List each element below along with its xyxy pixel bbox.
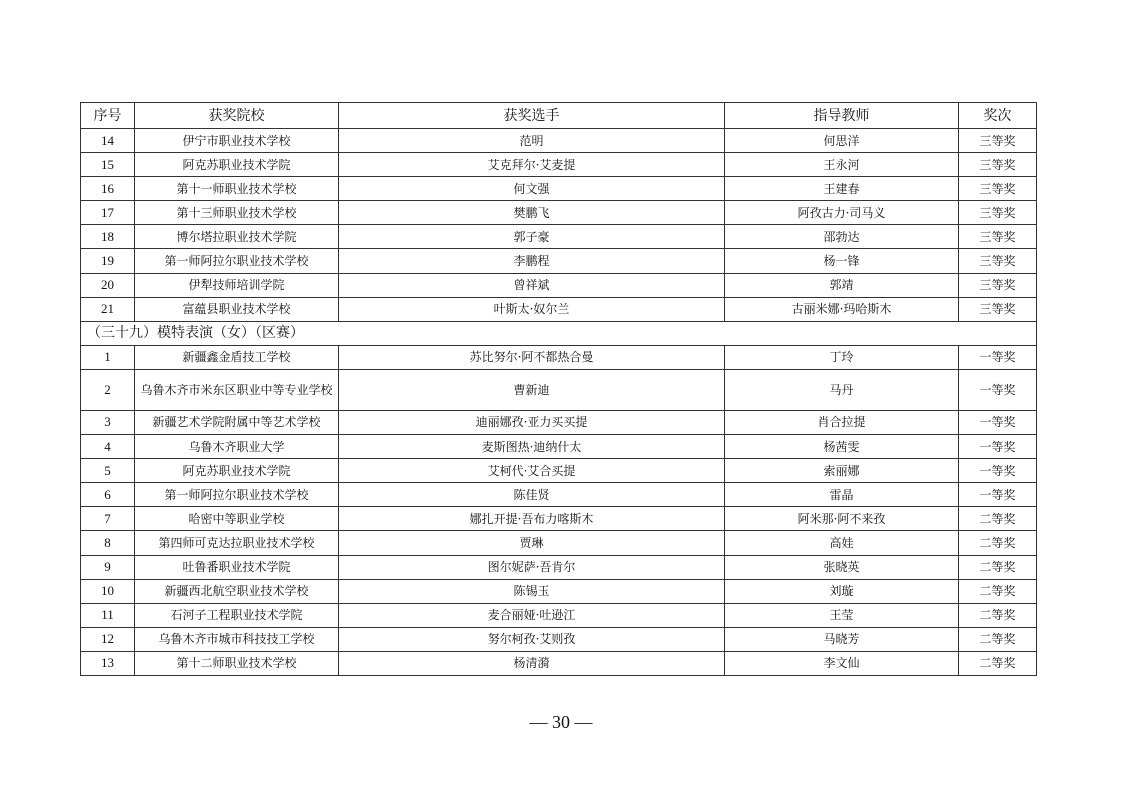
cell-award: 一等奖 [959,369,1037,410]
cell-contestant: 图尔妮萨·吾肯尔 [339,555,725,579]
cell-school: 乌鲁木齐职业大学 [135,435,339,459]
table-row [81,507,1037,531]
table-row [81,459,1037,483]
cell-school: 第十一师职业技术学校 [135,177,339,201]
table-row [81,249,1037,273]
section-title: （三十九）模特表演（女）（区赛） [81,321,1037,345]
cell-seq: 4 [81,435,135,459]
cell-seq: 10 [81,579,135,603]
cell-teacher: 肖合拉提 [725,410,959,434]
cell-school: 伊犁技师培训学院 [135,273,339,297]
cell-contestant: 曹新迪 [339,369,725,410]
cell-award: 二等奖 [959,507,1037,531]
cell-award: 二等奖 [959,651,1037,675]
cell-teacher: 刘璇 [725,579,959,603]
cell-award: 三等奖 [959,129,1037,153]
cell-teacher: 李文仙 [725,651,959,675]
cell-seq: 6 [81,483,135,507]
cell-school: 吐鲁番职业技术学院 [135,555,339,579]
header-school: 获奖院校 [135,103,339,129]
cell-teacher: 郭靖 [725,273,959,297]
cell-seq: 14 [81,129,135,153]
cell-school: 第一师阿拉尔职业技术学校 [135,249,339,273]
header-teacher: 指导教师 [725,103,959,129]
header-seq: 序号 [81,103,135,129]
cell-teacher: 杨茜雯 [725,435,959,459]
cell-seq: 2 [81,369,135,410]
table-row [81,201,1037,225]
cell-teacher: 张晓英 [725,555,959,579]
cell-contestant: 迪丽娜孜·亚力买买提 [339,410,725,434]
table-row [81,129,1037,153]
cell-seq: 16 [81,177,135,201]
table-row [81,273,1037,297]
cell-seq: 7 [81,507,135,531]
cell-contestant: 陈佳贤 [339,483,725,507]
cell-award: 二等奖 [959,627,1037,651]
cell-contestant: 叶斯太·奴尔兰 [339,297,725,321]
cell-teacher: 雷晶 [725,483,959,507]
cell-school: 新疆艺术学院附属中等艺术学校 [135,410,339,434]
cell-contestant: 何文强 [339,177,725,201]
table-row [81,579,1037,603]
table-header-row [81,103,1037,129]
cell-school: 博尔塔拉职业技术学院 [135,225,339,249]
cell-contestant: 曾祥斌 [339,273,725,297]
cell-award: 一等奖 [959,345,1037,369]
cell-award: 一等奖 [959,435,1037,459]
cell-award: 二等奖 [959,531,1037,555]
cell-teacher: 马晓芳 [725,627,959,651]
cell-seq: 17 [81,201,135,225]
table-row [81,177,1037,201]
cell-award: 三等奖 [959,225,1037,249]
page-number: — 30 — [529,712,593,732]
cell-seq: 3 [81,410,135,434]
cell-teacher: 高娃 [725,531,959,555]
table-row [81,410,1037,434]
cell-teacher: 索丽娜 [725,459,959,483]
cell-teacher: 王永河 [725,153,959,177]
cell-teacher: 马丹 [725,369,959,410]
cell-seq: 18 [81,225,135,249]
cell-seq: 19 [81,249,135,273]
cell-seq: 20 [81,273,135,297]
cell-school: 新疆西北航空职业技术学校 [135,579,339,603]
cell-teacher: 阿米那·阿不来孜 [725,507,959,531]
cell-seq: 15 [81,153,135,177]
cell-seq: 1 [81,345,135,369]
cell-school: 第四师可克达拉职业技术学校 [135,531,339,555]
cell-teacher: 杨一锋 [725,249,959,273]
cell-seq: 9 [81,555,135,579]
table-row [81,225,1037,249]
cell-teacher: 王建春 [725,177,959,201]
table-row [81,627,1037,651]
cell-school: 富蕴县职业技术学校 [135,297,339,321]
cell-contestant: 麦合丽娅·吐逊江 [339,603,725,627]
cell-award: 二等奖 [959,579,1037,603]
cell-teacher: 丁玲 [725,345,959,369]
cell-award: 三等奖 [959,297,1037,321]
cell-school: 乌鲁木齐市城市科技技工学校 [135,627,339,651]
cell-teacher: 古丽米娜·玛哈斯木 [725,297,959,321]
cell-contestant: 努尔柯孜·艾则孜 [339,627,725,651]
cell-school: 第十三师职业技术学校 [135,201,339,225]
cell-teacher: 阿孜古力·司马义 [725,201,959,225]
award-table [80,102,1037,676]
cell-award: 二等奖 [959,603,1037,627]
cell-contestant: 娜扎开提·吾布力喀斯木 [339,507,725,531]
cell-teacher: 王莹 [725,603,959,627]
table-row [81,369,1037,410]
cell-award: 三等奖 [959,177,1037,201]
cell-school: 乌鲁木齐市米东区职业中等专业学校 [135,369,339,410]
cell-contestant: 麦斯图热·迪纳什太 [339,435,725,459]
cell-contestant: 杨清漪 [339,651,725,675]
table-row [81,297,1037,321]
section-heading-row [81,321,1037,345]
cell-school: 新疆鑫金盾技工学校 [135,345,339,369]
cell-school: 第十二师职业技术学校 [135,651,339,675]
cell-school: 伊宁市职业技术学校 [135,129,339,153]
cell-seq: 11 [81,603,135,627]
cell-award: 一等奖 [959,459,1037,483]
table-row [81,555,1037,579]
cell-award: 三等奖 [959,273,1037,297]
cell-seq: 8 [81,531,135,555]
cell-contestant: 艾克拜尔·艾麦提 [339,153,725,177]
cell-contestant: 樊鹏飞 [339,201,725,225]
cell-school: 阿克苏职业技术学院 [135,153,339,177]
table-row [81,531,1037,555]
cell-award: 三等奖 [959,153,1037,177]
cell-contestant: 苏比努尔·阿不都热合曼 [339,345,725,369]
table-body-bottom [81,345,1037,675]
cell-teacher: 邵勃达 [725,225,959,249]
cell-contestant: 范明 [339,129,725,153]
cell-seq: 5 [81,459,135,483]
cell-contestant: 陈锡玉 [339,579,725,603]
cell-school: 阿克苏职业技术学院 [135,459,339,483]
cell-contestant: 贾琳 [339,531,725,555]
header-contestant: 获奖选手 [339,103,725,129]
cell-teacher: 何思洋 [725,129,959,153]
cell-seq: 21 [81,297,135,321]
cell-award: 一等奖 [959,410,1037,434]
cell-award: 二等奖 [959,555,1037,579]
cell-school: 石河子工程职业技术学院 [135,603,339,627]
cell-school: 哈密中等职业学校 [135,507,339,531]
cell-contestant: 李鹏程 [339,249,725,273]
cell-award: 一等奖 [959,483,1037,507]
table-row [81,345,1037,369]
header-award: 奖次 [959,103,1037,129]
table-row [81,651,1037,675]
cell-seq: 12 [81,627,135,651]
cell-award: 三等奖 [959,201,1037,225]
cell-contestant: 艾柯代·艾合买提 [339,459,725,483]
cell-seq: 13 [81,651,135,675]
cell-award: 三等奖 [959,249,1037,273]
table-body-top [81,129,1037,322]
table-row [81,603,1037,627]
cell-contestant: 郭子豪 [339,225,725,249]
cell-school: 第一师阿拉尔职业技术学校 [135,483,339,507]
table-row [81,483,1037,507]
section-heading-body [81,321,1037,345]
table-row [81,435,1037,459]
table-row [81,153,1037,177]
